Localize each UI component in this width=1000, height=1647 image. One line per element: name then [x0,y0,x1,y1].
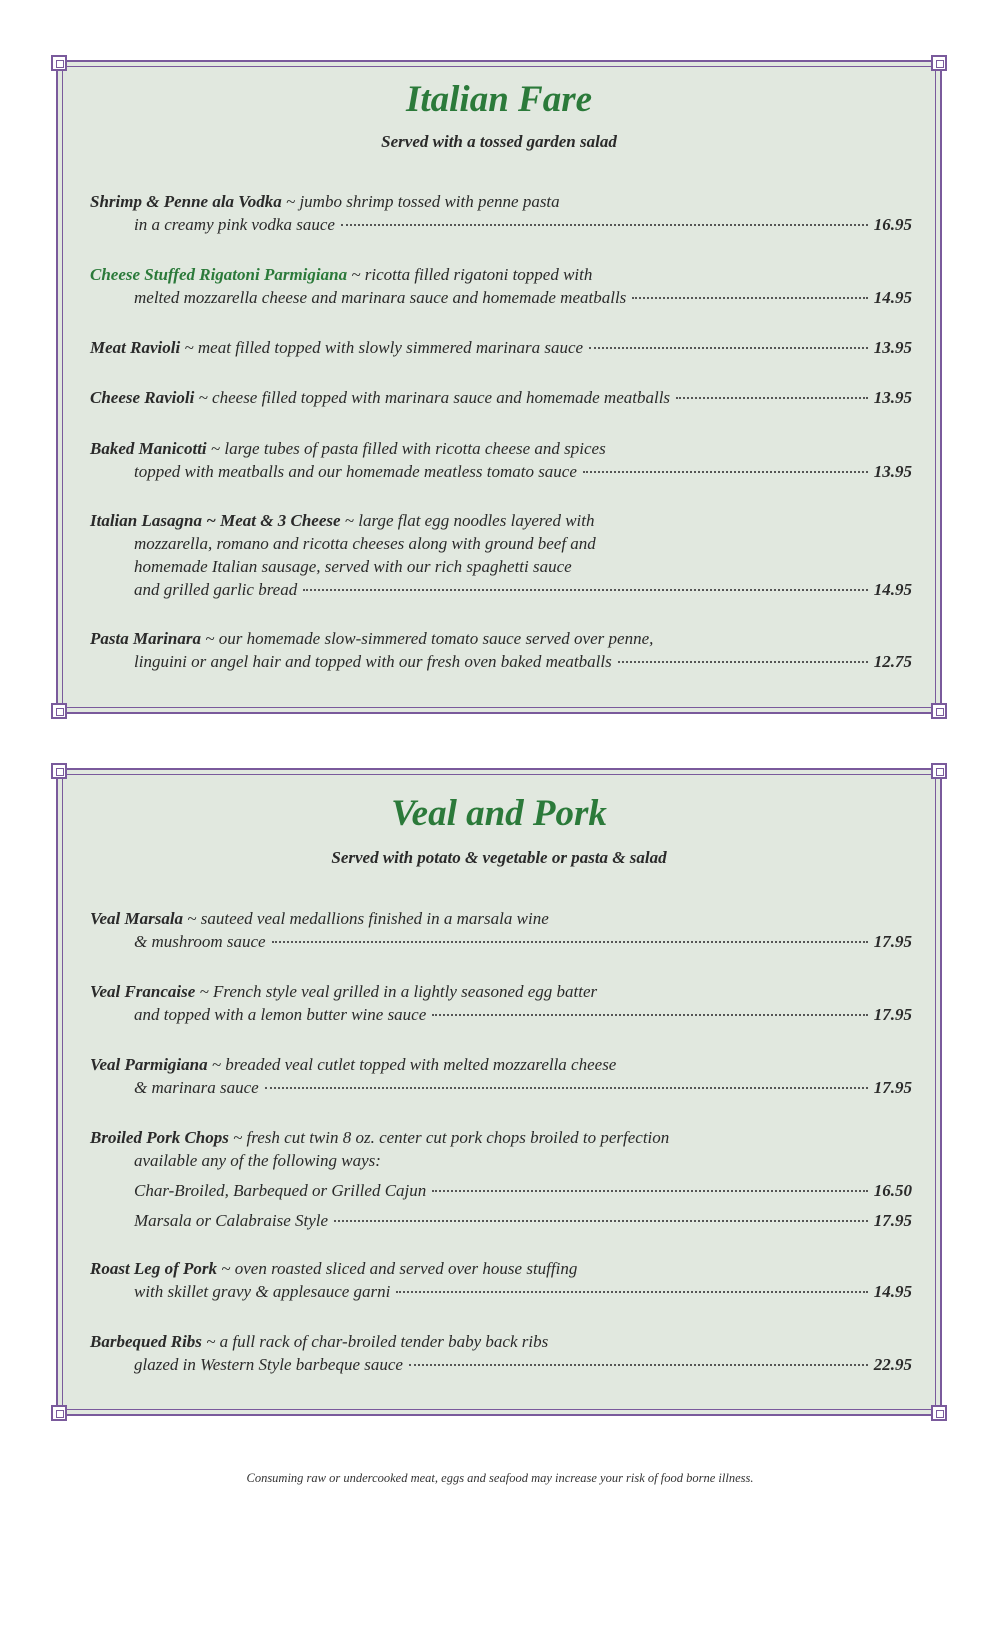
item-description: ~ oven roasted sliced and served over house stuffing [221,1259,578,1278]
dot-leader [303,589,868,591]
section-subtitle: Served with a tossed garden salad [381,132,617,151]
item-name: Roast Leg of Pork [90,1259,218,1278]
dot-leader [341,224,868,226]
item-description: ~ sauteed veal medallions finished in a marsala wine [187,909,549,928]
dot-leader [632,297,867,299]
item-price: 16.95 [873,215,912,234]
section-subtitle: Served with potato & vegetable or pasta & salad [331,848,667,867]
item-description: ~ our homemade slow-simmered tomato sauce served over penne, [205,629,654,648]
item-description: ~ ricotta filled rigatoni topped with [351,265,593,284]
item-description: ~ breaded veal cutlet topped with melted mozzarella cheese [211,1055,617,1074]
item-price: 16.50 [873,1181,912,1200]
item-description: ~ meat filled topped with slowly simmered marinara sauce [184,338,584,357]
item-name: Veal Parmigiana [90,1055,208,1074]
item-price: 17.95 [873,1078,912,1097]
item-price: 13.95 [873,462,912,481]
item-description: ~ jumbo shrimp tossed with penne pasta [286,192,560,211]
item-price: 14.95 [873,1282,912,1301]
dot-leader [265,1087,868,1089]
corner-ornament [51,1405,67,1421]
item-description: and grilled garlic bread [134,580,298,599]
item-description: melted mozzarella cheese and marinara sauce and homemade meatballs [134,288,627,307]
item-description: topped with meatballs and our homemade meatless tomato sauce [134,462,577,481]
menu-item [90,907,912,953]
item-name: Italian Lasagna ~ Meat & 3 Cheese [90,511,341,530]
menu-item [90,1053,912,1099]
dot-leader [583,471,868,473]
item-description: mozzarella, romano and ricotta cheeses along with ground beef and [134,534,596,553]
italian-fare-panel [56,60,942,714]
item-price: 22.95 [873,1355,912,1374]
item-name: Barbequed Ribs [90,1332,202,1351]
corner-ornament [51,703,67,719]
item-option: Char-Broiled, Barbequed or Grilled Cajun [134,1181,427,1200]
item-name: Baked Manicotti [90,439,207,458]
item-description: linguini or angel hair and topped with our fresh oven baked meatballs [134,652,612,671]
menu-item [90,263,912,309]
item-name: Pasta Marinara [90,629,201,648]
item-price: 14.95 [873,580,912,599]
menu-item [90,980,912,1026]
dot-leader [676,397,868,399]
dot-leader [618,661,868,663]
dot-leader [334,1220,868,1222]
menu-item [90,627,912,673]
item-price: 13.95 [873,338,912,357]
menu-item [90,386,912,409]
item-description: ~ large flat egg noodles layered with [344,511,595,530]
menu-item [90,190,912,236]
item-price: 14.95 [873,288,912,307]
menu-item [90,1257,912,1303]
dot-leader [409,1364,868,1366]
health-disclaimer: Consuming raw or undercooked meat, eggs and seafood may increase your risk of food borne illness. [246,1471,754,1485]
item-description: with skillet gravy & applesauce garni [134,1282,391,1301]
corner-ornament [931,703,947,719]
dot-leader [396,1291,867,1293]
item-description: glazed in Western Style barbeque sauce [134,1355,403,1374]
item-description: ~ a full rack of char-broiled tender baby back ribs [206,1332,549,1351]
dot-leader [589,347,868,349]
item-option: Marsala or Calabraise Style [134,1211,329,1230]
item-description: available any of the following ways: [134,1151,381,1170]
item-description: ~ large tubes of pasta filled with ricotta cheese and spices [210,439,606,458]
item-price: 17.95 [873,1005,912,1024]
item-name: Veal Marsala [90,909,184,928]
veal-and-pork-panel [56,768,942,1416]
menu-item [90,509,912,601]
item-description: in a creamy pink vodka sauce [134,215,335,234]
dot-leader [272,941,868,943]
item-description: homemade Italian sausage, served with our rich spaghetti sauce [134,557,572,576]
item-name: Veal Francaise [90,982,196,1001]
corner-ornament [931,763,947,779]
corner-ornament [51,55,67,71]
section-title: Veal and Pork [391,793,607,834]
item-price: 17.95 [873,932,912,951]
item-description: & marinara sauce [134,1078,259,1097]
menu-item [90,336,912,359]
item-name: Cheese Ravioli [90,388,195,407]
item-price: 13.95 [873,388,912,407]
menu-item [90,1330,912,1376]
item-description: ~ fresh cut twin 8 oz. center cut pork chops broiled to perfection [233,1128,670,1147]
section-title: Italian Fare [405,79,593,120]
item-description: ~ French style veal grilled in a lightly seasoned egg batter [199,982,598,1001]
dot-leader [432,1014,867,1016]
item-name: Meat Ravioli [90,338,181,357]
item-name: Cheese Stuffed Rigatoni Parmigiana [90,265,348,284]
item-name: Broiled Pork Chops [90,1128,229,1147]
item-description: & mushroom sauce [134,932,266,951]
corner-ornament [931,1405,947,1421]
menu-item [90,437,912,483]
item-price: 12.75 [873,652,912,671]
corner-ornament [931,55,947,71]
item-name: Shrimp & Penne ala Vodka [90,192,282,211]
item-price: 17.95 [873,1211,912,1230]
menu-item [90,1126,912,1232]
item-description: and topped with a lemon butter wine sauce [134,1005,427,1024]
corner-ornament [51,763,67,779]
item-description: ~ cheese filled topped with marinara sauce and homemade meatballs [198,388,671,407]
dot-leader [432,1190,867,1192]
